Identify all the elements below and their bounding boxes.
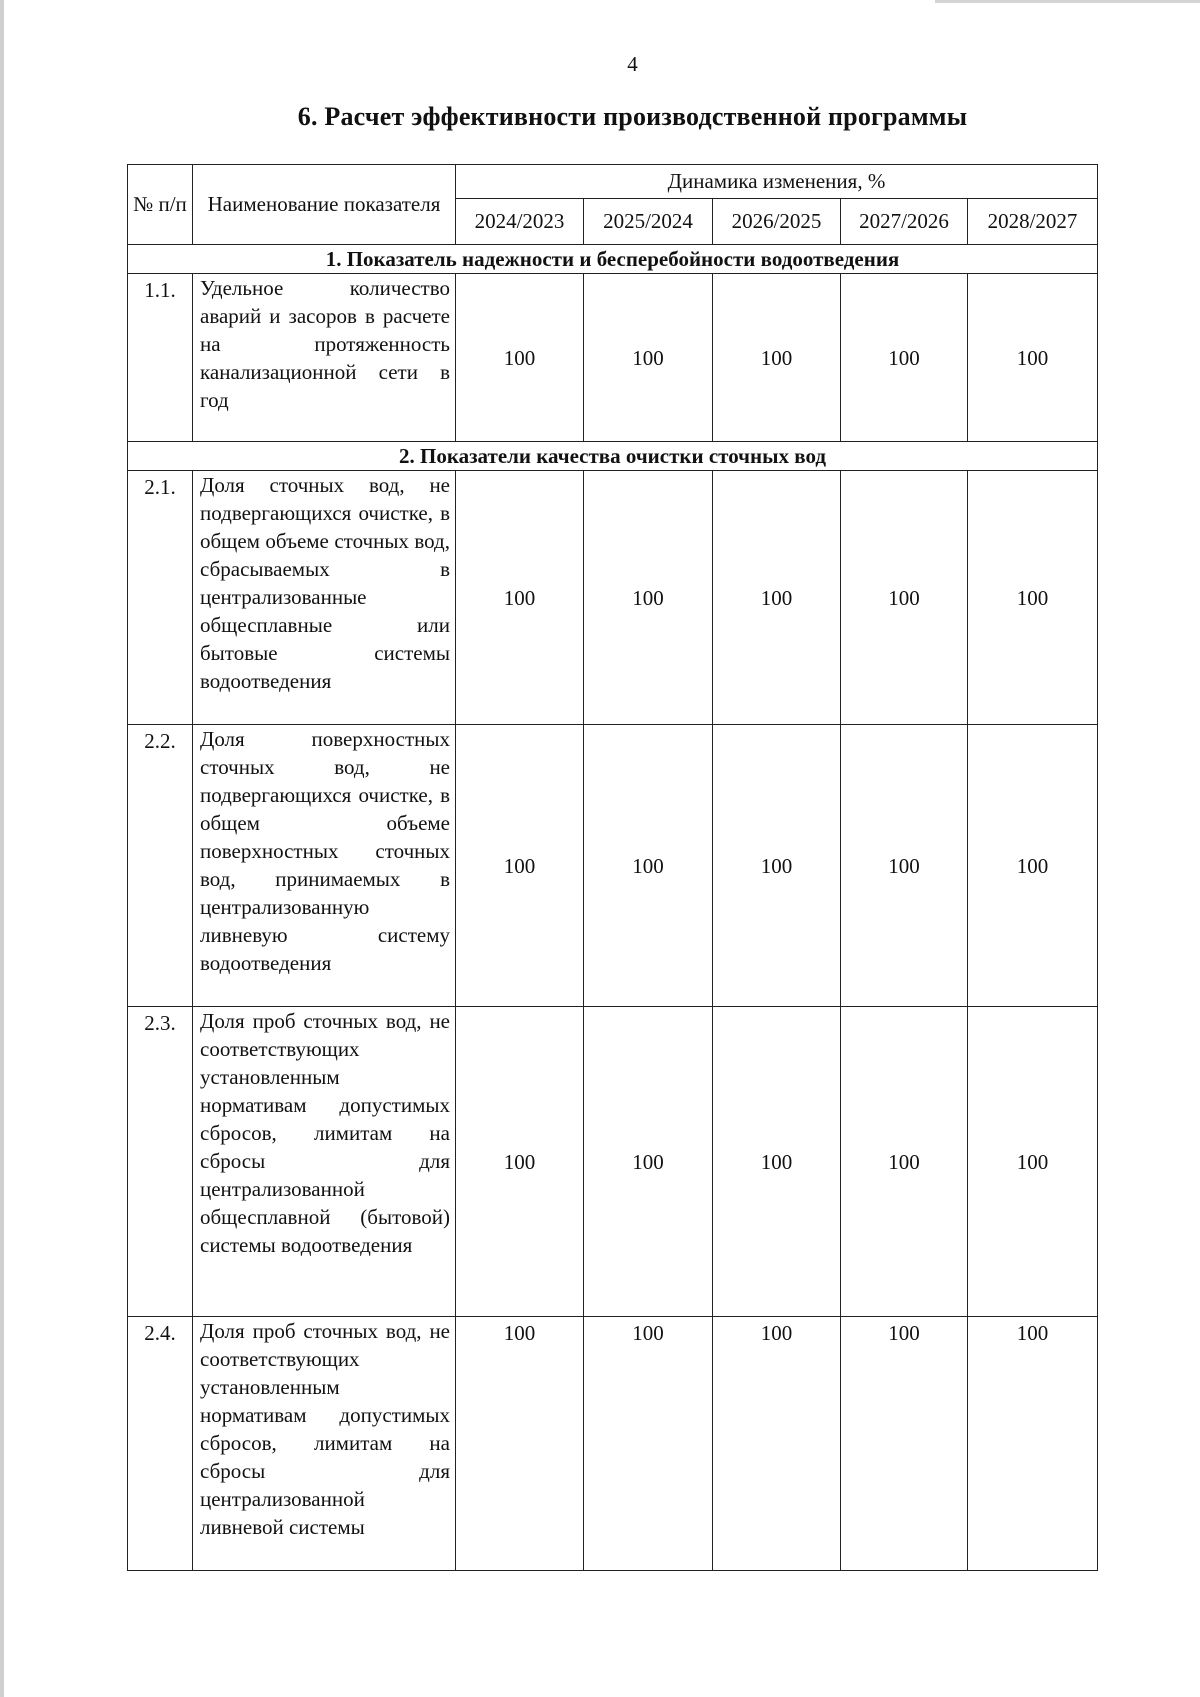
value-cell: 100 xyxy=(968,725,1098,1007)
efficiency-table xyxy=(127,164,1098,1571)
row-number: 1.1. xyxy=(128,274,193,442)
indicator-name: Доля проб сточных вод, не соответствующих установленным нормативам допустимых сбросов, лимитам на сбросы для централизованной ливневой системы xyxy=(193,1317,456,1571)
value-cell: 100 xyxy=(584,725,713,1007)
table-row xyxy=(128,471,1098,725)
value-cell: 100 xyxy=(584,471,713,725)
row-number: 2.4. xyxy=(128,1317,193,1571)
value-cell: 100 xyxy=(713,471,841,725)
column-header-period: 2025/2024 xyxy=(584,199,713,245)
value-cell: 100 xyxy=(456,471,584,725)
table-row xyxy=(128,1317,1098,1571)
table-row xyxy=(128,1007,1098,1317)
column-header-period: 2027/2026 xyxy=(841,199,968,245)
column-header-period: 2024/2023 xyxy=(456,199,584,245)
row-number: 2.1. xyxy=(128,471,193,725)
value-cell: 100 xyxy=(968,471,1098,725)
value-cell: 100 xyxy=(584,274,713,442)
indicator-name: Удельное количество аварий и засоров в расчете на протяженность канализационной сети в год xyxy=(193,274,456,442)
table-row xyxy=(128,274,1098,442)
value-cell: 100 xyxy=(968,1317,1098,1571)
value-cell: 100 xyxy=(584,1317,713,1571)
value-cell: 100 xyxy=(584,1007,713,1317)
value-cell: 100 xyxy=(713,274,841,442)
section-title: 1. Показатель надежности и бесперебойности водоотведения xyxy=(128,245,1098,274)
value-cell: 100 xyxy=(968,274,1098,442)
indicator-name: Доля сточных вод, не подвергающихся очистке, в общем объеме сточных вод, сбрасываемых в централизованные общесплавные или бытовые системы водоотведения xyxy=(193,471,456,725)
column-header-name: Наименование показателя xyxy=(193,165,456,245)
indicator-name: Доля поверхностных сточных вод, не подвергающихся очистке, в общем объеме поверхностных сточных вод, принимаемых в централизованную ливневую систему водоотведения xyxy=(193,725,456,1007)
scan-top-edge xyxy=(935,0,1200,3)
value-cell: 100 xyxy=(841,471,968,725)
section-title: 2. Показатели качества очистки сточных вод xyxy=(128,442,1098,471)
value-cell: 100 xyxy=(456,274,584,442)
value-cell: 100 xyxy=(713,1317,841,1571)
column-header-dynamics: Динамика изменения, % xyxy=(456,165,1098,199)
value-cell: 100 xyxy=(968,1007,1098,1317)
column-header-number: № п/п xyxy=(128,165,193,245)
row-number: 2.3. xyxy=(128,1007,193,1317)
section-row xyxy=(128,245,1098,274)
scan-left-edge xyxy=(0,0,4,1697)
value-cell: 100 xyxy=(713,1007,841,1317)
table-row xyxy=(128,725,1098,1007)
page-number: 4 xyxy=(627,52,638,76)
page-title: 6. Расчет эффективности производственной программы xyxy=(297,102,968,131)
header-row xyxy=(128,165,1098,199)
value-cell: 100 xyxy=(841,1317,968,1571)
section-row xyxy=(128,442,1098,471)
value-cell: 100 xyxy=(841,1007,968,1317)
value-cell: 100 xyxy=(456,725,584,1007)
indicator-name: Доля проб сточных вод, не соответствующих установленным нормативам допустимых сбросов, лимитам на сбросы для централизованной общесплавной (бытовой) системы водоотведения xyxy=(193,1007,456,1317)
value-cell: 100 xyxy=(841,725,968,1007)
row-number: 2.2. xyxy=(128,725,193,1007)
column-header-period: 2026/2025 xyxy=(713,199,841,245)
value-cell: 100 xyxy=(841,274,968,442)
value-cell: 100 xyxy=(713,725,841,1007)
column-header-period: 2028/2027 xyxy=(968,199,1098,245)
value-cell: 100 xyxy=(456,1317,584,1571)
value-cell: 100 xyxy=(456,1007,584,1317)
